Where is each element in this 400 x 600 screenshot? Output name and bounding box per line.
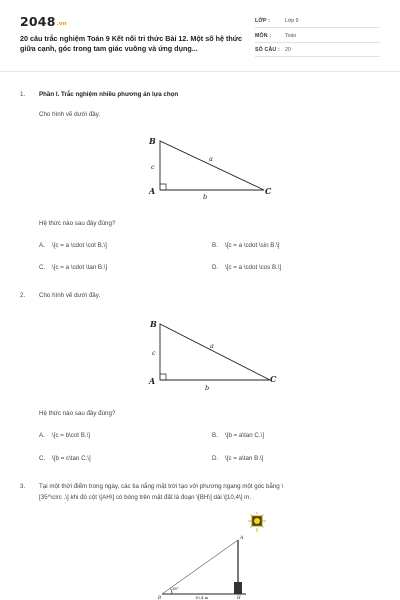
option-letter: B.: [212, 242, 218, 249]
option-text: \[c = a \cdot \cot B.\]: [52, 242, 107, 249]
answer-option-c[interactable]: [39, 264, 107, 271]
vertex-label-a: A: [149, 376, 156, 386]
option-text: \[c = b\cot B.\]: [52, 432, 91, 439]
point-label-b: B: [158, 595, 162, 600]
triangle-figure-1: [138, 132, 278, 207]
answer-option-a[interactable]: [39, 242, 107, 249]
side-label-c: c: [151, 163, 155, 171]
sun-shadow-figure: [148, 512, 273, 600]
option-text: \[b = c\tan C.\]: [52, 455, 91, 462]
logo-suffix: .vn: [56, 21, 67, 27]
answer-option-d[interactable]: [212, 264, 281, 271]
answer-option-c[interactable]: [39, 455, 91, 462]
option-letter: A.: [39, 242, 45, 249]
meta-subject: [255, 29, 380, 43]
vertex-label-c: C: [270, 374, 277, 384]
option-text: \[c = a \cdot \tan B.\]: [52, 264, 108, 271]
point-label-a: A: [240, 536, 244, 541]
answer-option-b[interactable]: [212, 432, 264, 439]
worksheet-title: 20 câu trắc nghiệm Toán 9 Kết nối tri thức Bài 12. Một số hệ thức giữa cạnh, góc trong tam giác vuông và ứng dụng...: [20, 34, 242, 53]
question-prompt: Cho hình vẽ dưới đây.: [39, 111, 101, 118]
side-label-b: b: [205, 384, 210, 392]
side-label-b: b: [203, 193, 208, 201]
pole-base: [234, 582, 242, 594]
right-angle-mark: [160, 374, 166, 380]
worksheet-header: [0, 0, 400, 72]
vertex-label-b: B: [149, 136, 156, 146]
answer-option-b[interactable]: [212, 242, 280, 249]
point-label-h: H: [237, 595, 241, 600]
meta-key: SỐ CÂU :: [255, 47, 280, 53]
triangle-shape: [160, 141, 264, 190]
question-text: Hệ thức nào sau đây đúng?: [39, 220, 116, 227]
option-letter: D.: [212, 264, 219, 271]
answer-option-a[interactable]: [39, 432, 90, 439]
meta-value: Toán: [285, 33, 297, 39]
question-text-line-2: [35^\circ .\] khi đó cột \[AH\] có bóng trên mặt đất là đoạn \[BH\] dài \[10,4\] m.: [39, 494, 252, 501]
option-text: \[c = a\tan B.\]: [225, 455, 264, 462]
angle-label: 38°: [172, 586, 179, 591]
meta-value: Lớp 9: [285, 18, 299, 24]
option-letter: C.: [39, 264, 46, 271]
length-label: 10,4 m: [195, 595, 209, 600]
meta-question-count: [255, 43, 380, 57]
option-text: \[c = a \cdot \cos B.\]: [225, 264, 282, 271]
logo-text: 2048: [20, 14, 56, 29]
side-label-a: a: [210, 342, 214, 350]
vertex-label-c: C: [265, 186, 272, 196]
option-text: \[c = a \cdot \sin B.\]: [225, 242, 280, 249]
side-label-a: a: [209, 155, 213, 163]
vertex-label-b: B: [150, 319, 157, 329]
question-text-line-1: Tại một thời điểm trong ngày, các tia nắng mặt trời tạo với phương ngang một góc bằng \: [39, 483, 284, 490]
question-number: 3.: [20, 483, 26, 490]
right-angle-mark: [160, 184, 166, 190]
sun-icon: [248, 512, 266, 532]
question-text: Hệ thức nào sau đây đúng?: [39, 410, 116, 417]
question-prompt: Cho hình vẽ dưới đây.: [39, 292, 101, 299]
meta-grade: [255, 14, 380, 28]
site-logo[interactable]: [20, 14, 67, 29]
triangle-figure-2: [138, 316, 283, 396]
question-number: 1.: [20, 91, 26, 98]
option-letter: D.: [212, 455, 219, 462]
vertex-label-a: A: [149, 186, 156, 196]
option-letter: B.: [212, 432, 218, 439]
meta-key: MÔN :: [255, 33, 272, 39]
meta-value: 20: [285, 47, 291, 53]
answer-option-d[interactable]: [212, 455, 263, 462]
option-letter: A.: [39, 432, 45, 439]
option-letter: C.: [39, 455, 46, 462]
side-label-c: c: [152, 349, 156, 357]
meta-key: LỚP :: [255, 18, 271, 24]
question-number: 2.: [20, 292, 26, 299]
section-heading: Phần I. Trắc nghiệm nhiều phương án lựa chọn: [39, 91, 179, 98]
option-text: \[b = a\tan C.\]: [225, 432, 265, 439]
triangle-shape: [160, 324, 270, 380]
